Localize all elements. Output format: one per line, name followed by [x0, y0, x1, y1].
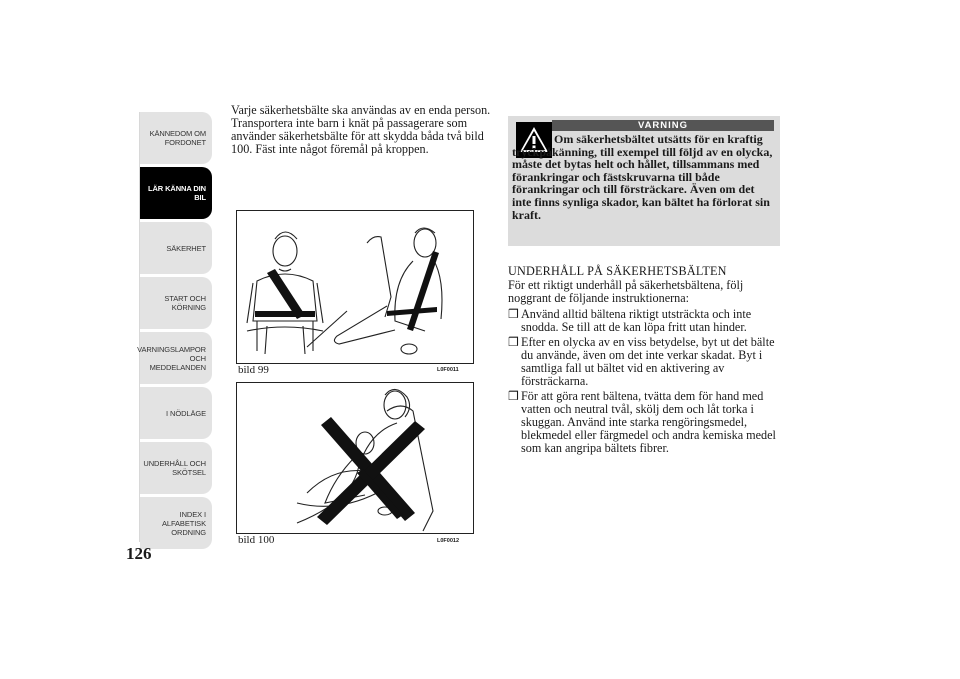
- checkbox-bullet-icon: ❒: [508, 335, 519, 349]
- warning-header: VARNING: [552, 120, 774, 131]
- warning-text: Om säkerhetsbältet utsätts för en kraftig tryckpåkänning, till exempel till följd av en olycka, måste det bytas helt och hållet, tillsammans med förankringar och fästskruvarna till både förankringar och till försträckare. Även om det inte finns synliga skador, kan bältet ha förlorat sin kraft.: [512, 132, 773, 222]
- list-item: ❒ För att göra rent bältena, tvätta dem för hand med vatten och neutral tvål, skölj dem och låt torka i skuggan. Använd inte starka rengöringsmedel, blekmedel eller färgmedel och andra kemiska medel som kan angripa bältets fibrer.: [508, 389, 776, 455]
- list-item: ❒ Efter en olycka av en viss betydelse, byt ut det bälte du använde, även om det inte verkar skadat. Byt i samtliga fall ut bältet vid en aktivering av försträckarna.: [508, 335, 775, 388]
- tab-lar-kanna-din-bil[interactable]: LÄR KÄNNA DIN BIL: [140, 167, 212, 219]
- tab-varningslampor[interactable]: VARNINGSLAMPOR OCH MEDDELANDEN: [140, 332, 212, 384]
- seatbelt-incorrect-illustration: [237, 383, 473, 533]
- tab-underhall-och-skotsel[interactable]: UNDERHÅLL OCH SKÖTSEL: [140, 442, 212, 494]
- intro-paragraph: Varje säkerhetsbälte ska användas av en enda person. Transportera inte barn i knät på passagerare som använder säkerhetsbälte för att skydda båda två bild 100. Fäst inte något föremål på kroppen.: [231, 103, 491, 156]
- page-number: 126: [126, 544, 152, 563]
- figure-100-code: L0F0012: [437, 538, 460, 544]
- warning-box: [508, 116, 780, 246]
- tab-i-nodlage[interactable]: I NÖDLÄGE: [140, 387, 212, 439]
- seatbelt-correct-illustration: [237, 211, 473, 363]
- list-item: ❒ Använd alltid bältena riktigt utsträckta och inte snodda. Se till att de kan löpa fritt utan hinder.: [508, 307, 752, 334]
- checkbox-bullet-icon: ❒: [508, 389, 519, 403]
- tab-sakerhet[interactable]: SÄKERHET: [140, 222, 212, 274]
- tab-start-och-korning[interactable]: START OCH KÖRNING: [140, 277, 212, 329]
- maintenance-list: [508, 308, 784, 457]
- section-intro: För ett riktigt underhåll på säkerhetsbältena, följ noggrant de följande instruktionerna:: [508, 278, 744, 305]
- tab-index[interactable]: INDEX I ALFABETISK ORDNING: [140, 497, 212, 549]
- figure-99-label: bild 99: [238, 364, 269, 376]
- figure-100: [236, 382, 474, 534]
- section-title: UNDERHÅLL PÅ SÄKERHETSBÄLTEN: [508, 264, 727, 278]
- tab-kannedom-om-fordonet[interactable]: KÄNNEDOM OM FORDONET: [140, 112, 212, 164]
- figure-100-label: bild 100: [238, 534, 275, 546]
- figure-99-code: L0F0011: [437, 367, 459, 373]
- checkbox-bullet-icon: ❒: [508, 307, 519, 321]
- figure-99: [236, 210, 474, 364]
